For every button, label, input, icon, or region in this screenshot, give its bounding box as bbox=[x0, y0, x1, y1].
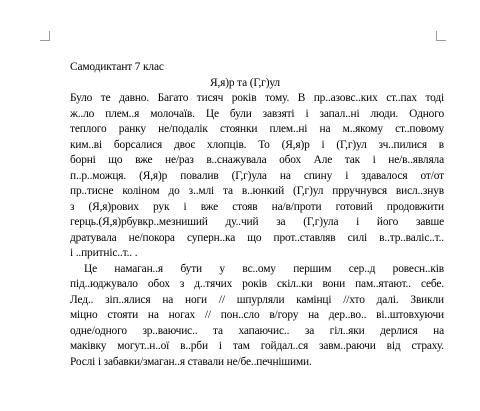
text-line: і ..притніс..т.. . bbox=[70, 247, 138, 259]
document-title: Самодиктант 7 клас bbox=[70, 61, 164, 73]
text-line: Рослі і забавки/змаган..я ставали не/бе..печнішими. bbox=[70, 355, 312, 368]
document-subtitle: Я,я)р та (Г,г)ул bbox=[210, 76, 280, 89]
text-line: ким..ві борсалися двоє хлопців. То (Я,я)р і (Г,г)ул зч..пилися в bbox=[70, 138, 444, 151]
paragraph-1 bbox=[70, 91, 444, 262]
paragraph-2 bbox=[70, 262, 444, 371]
margin-corner-top-right bbox=[436, 31, 446, 41]
text-line: Це намаган..я бути у вс..ому першим сер..д ровесн..ків bbox=[84, 262, 444, 275]
text-line: одне/одного зр..ваючис.. та хапаючис.. за гіл..яки дерлися на bbox=[70, 324, 444, 337]
document-body bbox=[70, 60, 444, 370]
text-line: Лед.. зіп..ялися на ноги // шпурляли камінці //хто далі. Звикли bbox=[70, 293, 444, 306]
text-line: під..юджувало обох з д..тячих років скіл..ки вони пам..ятают.. себе. bbox=[70, 278, 444, 290]
text-line: дратувала не/покора суперн..ка що прот..ставляв силі в..тр..валіс..т.. bbox=[70, 231, 444, 244]
text-line: міцно стояти на ногах // пон..сло в/гору на дер..во.. ві..штовхуючи bbox=[70, 309, 444, 321]
margin-corner-top-left bbox=[40, 31, 50, 41]
text-line: Було те давно. Багато тисяч років тому. В пр..азовс..ких ст..пах тоді bbox=[70, 92, 444, 104]
text-line: теплого ранку не/подалік стоянки плем..ні на м..якому ст..повому bbox=[70, 123, 444, 135]
text-line: пр..тисне коліном до з..млі та в..юнкий (Г,г)ул прручнувся висл..знув bbox=[70, 185, 444, 197]
text-line: з (Я,я)рових рук і вже стояв на/в/проти готовий продовжити bbox=[70, 200, 444, 213]
text-line: ж..ло плем..я молочаїв. Це були завзяті і запал..ні люди. Одного bbox=[70, 107, 444, 120]
text-line: герць.(Я,я)рбувкр..мезниший ду..чий за (Г,г)ула і його завше bbox=[70, 216, 444, 228]
text-line: маківку могут..н..ої в..рби і там гойдал..ся завм..раючи від страху. bbox=[70, 340, 444, 352]
text-line: борні що вже не/раз в..снажувала обох Але так і не/в..являла bbox=[70, 154, 444, 166]
text-line: п..р..можця. (Я,я)р повалив (Г,г)ула на спину і здавалося от/от bbox=[70, 169, 444, 182]
